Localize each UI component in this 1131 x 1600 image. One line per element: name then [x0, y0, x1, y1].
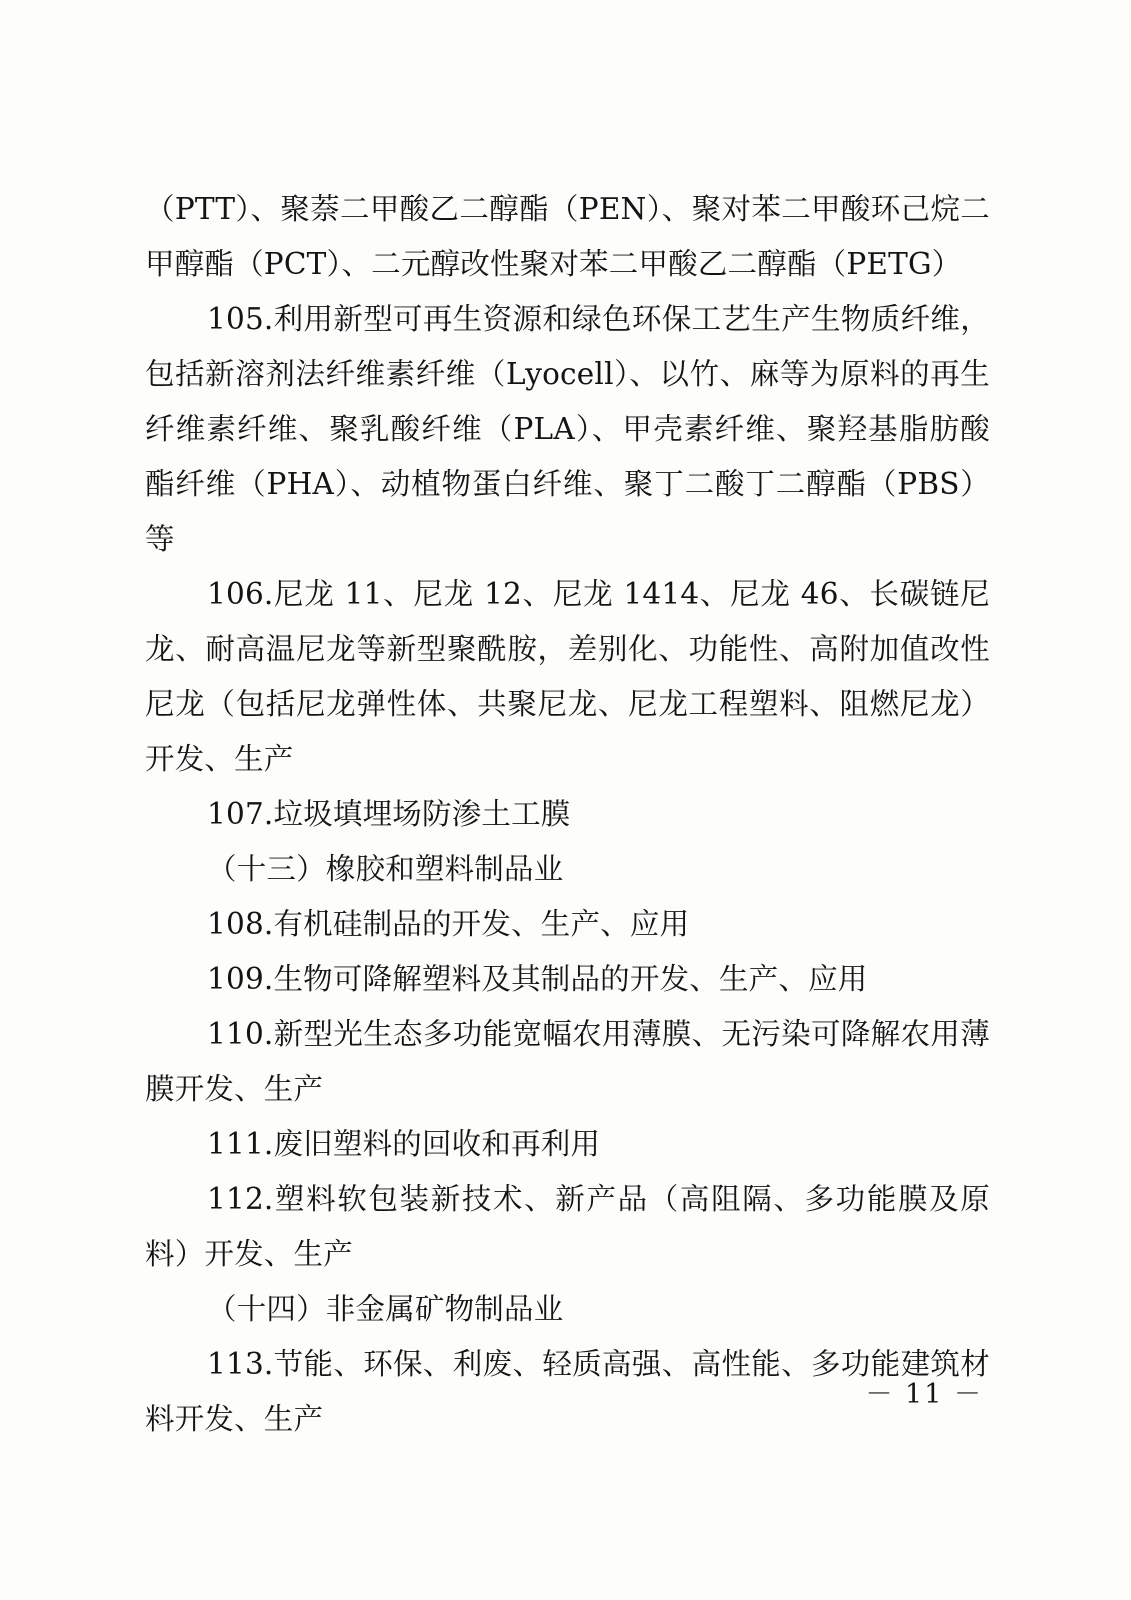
paragraph-item-110: 110.新型光生态多功能宽幅农用薄膜、无污染可降解农用薄膜开发、生产 — [145, 1017, 990, 1106]
paragraph-item-107: 107.垃圾填埋场防渗土工膜 — [207, 797, 571, 831]
paragraph-item-109: 109.生物可降解塑料及其制品的开发、生产、应用 — [207, 962, 868, 996]
paragraph-item-105: 105.利用新型可再生资源和绿色环保工艺生产生物质纤维，包括新溶剂法纤维素纤维（Lyocell）、以竹、麻等为原料的再生纤维素纤维、聚乳酸纤维（PLA）、甲壳素纤维、聚羟基脂肪酸酯纤维（PHA）、动植物蛋白纤维、聚丁二酸丁二醇酯（PBS）等 — [145, 302, 990, 556]
paragraph-item-111: 111.废旧塑料的回收和再利用 — [207, 1127, 601, 1161]
paragraph-item-113: 113.节能、环保、利废、轻质高强、高性能、多功能建筑材料开发、生产 — [145, 1347, 990, 1436]
paragraph-ptt-continuation: （PTT）、聚萘二甲酸乙二醇酯（PEN）、聚对苯二甲酸环己烷二甲醇酯（PCT）、二元醇改性聚对苯二甲酸乙二醇酯（PETG） — [145, 192, 990, 281]
page-number: － 11 － — [865, 1379, 983, 1410]
paragraph-item-106: 106.尼龙 11、尼龙 12、尼龙 1414、尼龙 46、长碳链尼龙、耐高温尼龙等新型聚酰胺，差别化、功能性、高附加值改性尼龙（包括尼龙弹性体、共聚尼龙、尼龙工程塑料、阻燃尼龙）开发、生产 — [145, 577, 990, 776]
paragraph-section-14: （十四）非金属矿物制品业 — [207, 1292, 564, 1326]
paragraph-item-112: 112.塑料软包装新技术、新产品（高阻隔、多功能膜及原料）开发、生产 — [145, 1182, 990, 1271]
paragraph-item-108: 108.有机硅制品的开发、生产、应用 — [207, 907, 690, 941]
paragraph-section-13: （十三）橡胶和塑料制品业 — [207, 852, 564, 886]
document-body — [145, 182, 990, 1447]
